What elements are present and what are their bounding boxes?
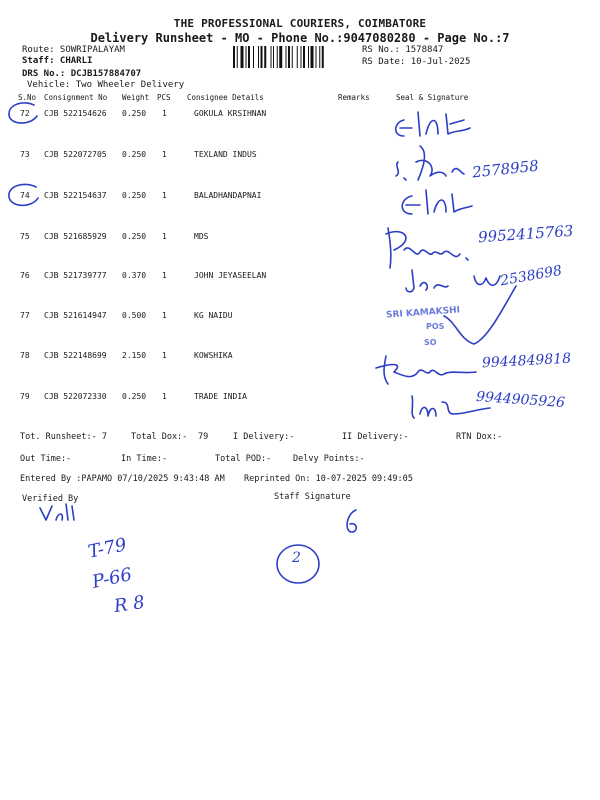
row-sno: 74 [20, 191, 30, 200]
row-72-circle-mark [4, 100, 44, 128]
verified-by-signature [38, 500, 78, 524]
row-consignment: CJB 522154626 [44, 109, 107, 118]
staff-label: Staff: CHARLI [22, 56, 93, 66]
row-pcs: 1 [162, 232, 167, 241]
company-title: THE PROFESSIONAL COURIERS, COIMBATORE [173, 17, 427, 30]
row-weight: 0.500 [122, 311, 147, 320]
ii-delivery: II Delivery:- [342, 432, 409, 442]
barcode-icon [233, 46, 355, 68]
row-weight: 0.250 [122, 109, 147, 118]
stamp-line-1: SRI KAMAKSHI [385, 305, 461, 321]
drs-number: DRS No.: DCJB157884707 [22, 69, 142, 79]
row-sno: 72 [20, 109, 30, 118]
row-pcs: 1 [162, 191, 167, 200]
i-delivery: I Delivery:- [233, 432, 295, 442]
col-sno: S.No [18, 93, 37, 102]
row-sno: 79 [20, 392, 30, 401]
row-weight: 0.250 [122, 232, 147, 241]
row-consignee: BALADHANDAPNAI [194, 191, 262, 200]
row-consignee: TEXLAND INDUS [194, 150, 257, 159]
route-label: Route: SOWRIPALAYAM [22, 45, 125, 55]
col-seal-signature: Seal & Signature [396, 93, 469, 102]
vehicle-label: Vehicle: Two Wheeler Delivery [27, 80, 185, 90]
row-pcs: 1 [162, 392, 167, 401]
row-sno: 78 [20, 351, 30, 360]
signature-row-75 [380, 224, 480, 272]
phone-row-79: 9944905926 [475, 388, 566, 412]
out-time: Out Time:- [20, 454, 72, 464]
row-pcs: 1 [162, 351, 167, 360]
phone-row-73: 2578958 [471, 156, 540, 182]
tally-returns: R 8 [112, 591, 147, 618]
col-remarks: Remarks [338, 93, 370, 102]
row-pcs: 1 [162, 150, 167, 159]
total-dox-value: 79 [198, 432, 209, 442]
row-weight: 2.150 [122, 351, 147, 360]
row-sno: 73 [20, 150, 30, 159]
row-weight: 0.250 [122, 392, 147, 401]
row-consignment: CJB 521614947 [44, 311, 107, 320]
row-pcs: 1 [162, 311, 167, 320]
row-pcs: 1 [162, 109, 167, 118]
entered-by: Entered By :PAPAMO 07/10/2025 9:43:48 AM [20, 474, 225, 484]
rtn-dox: RTN Dox:- [456, 432, 503, 442]
row-74-circle-mark [4, 181, 44, 211]
phone-row-76: 2538698 [499, 262, 564, 290]
circled-number: 2 [292, 550, 301, 566]
col-weight: Weight [122, 93, 150, 102]
col-pcs: PCS [157, 93, 171, 102]
row-sno: 75 [20, 232, 30, 241]
signature-row-73 [392, 142, 472, 186]
row-consignment: CJB 522072330 [44, 392, 107, 401]
rs-number: RS No.: 1578847 [362, 45, 444, 55]
row-sno: 77 [20, 311, 30, 320]
phone-row-78: 9944849818 [481, 350, 572, 372]
in-time: In Time:- [121, 454, 168, 464]
stamp-line-3: SO [424, 338, 437, 347]
stamp-line-2: POS [426, 322, 445, 331]
runsheet-subtitle: Delivery Runsheet - MO - Phone No.:9047080280 - Page No.:7 [90, 31, 510, 45]
rs-date: RS Date: 10-Jul-2025 [362, 57, 471, 67]
col-consignee: Consignee Details [187, 93, 264, 102]
total-pod: Total POD:- [215, 454, 272, 464]
tally-total: T-79 [86, 534, 129, 563]
row-consignee: TRADE INDIA [194, 392, 247, 401]
staff-signature-mark [340, 508, 364, 536]
row-consignment: CJB 522148699 [44, 351, 107, 360]
staff-signature-label: Staff Signature [274, 492, 351, 502]
verified-by: Verified By [22, 494, 79, 504]
signature-row-74 [396, 186, 476, 220]
row-weight: 0.250 [122, 191, 147, 200]
row-weight: 0.370 [122, 271, 147, 280]
row-consignment: CJB 521739777 [44, 271, 107, 280]
row-consignee: KG NAIDU [194, 311, 233, 320]
row-pcs: 1 [162, 271, 167, 280]
signature-row-72 [390, 108, 490, 142]
total-dox-label: Total Dox:- [131, 432, 188, 442]
row-weight: 0.250 [122, 150, 147, 159]
phone-row-75: 9952415763 [477, 221, 574, 247]
row-consignee: GOKULA KRSIHNAN [194, 109, 267, 118]
row-consignment: CJB 521685929 [44, 232, 107, 241]
row-sno: 76 [20, 271, 30, 280]
tally-pod: P-66 [90, 564, 134, 593]
reprinted-on: Reprinted On: 10-07-2025 09:49:05 [244, 474, 413, 484]
row-consignee: JOHN JEYASEELAN [194, 271, 267, 280]
row-consignee: MDS [194, 232, 209, 241]
row-consignment: CJB 522154637 [44, 191, 107, 200]
row-consignee: KOWSHIKA [194, 351, 233, 360]
tot-runsheet: Tot. Runsheet:- 7 [20, 432, 107, 442]
signature-row-78 [372, 352, 482, 392]
row-consignment: CJB 522072705 [44, 150, 107, 159]
col-consignment: Consignment No [44, 93, 108, 102]
delvy-points: Delvy Points:- [293, 454, 365, 464]
